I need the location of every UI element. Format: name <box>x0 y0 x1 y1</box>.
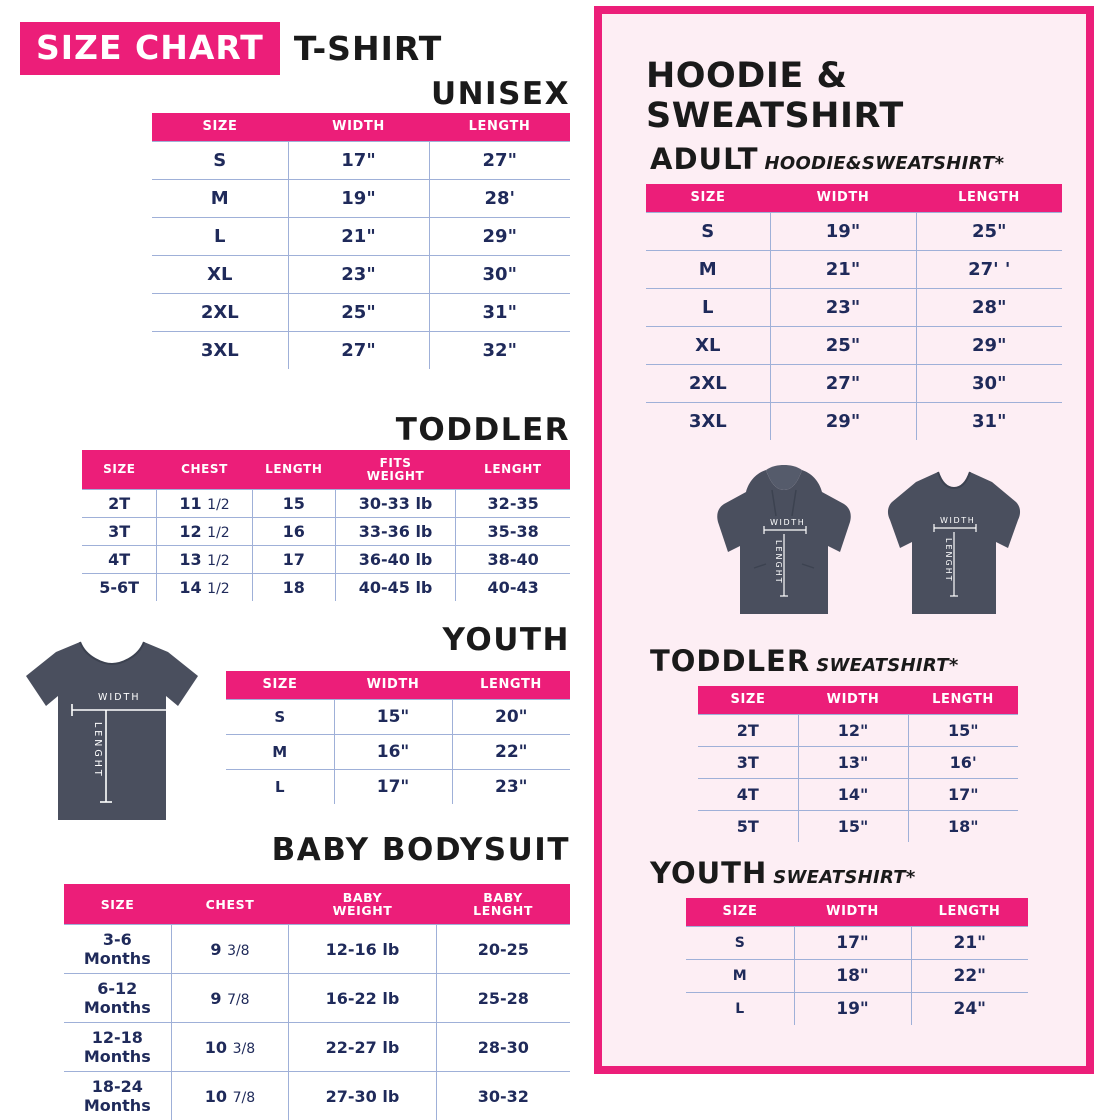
tshirt-illustration <box>16 632 206 832</box>
table-adult-hoodie <box>646 184 1062 440</box>
cell-length: 28' <box>429 179 570 217</box>
section-heading-unisex: UNISEX <box>430 76 570 112</box>
table-row <box>82 518 570 546</box>
table-unisex <box>152 113 570 369</box>
cell-length: 18" <box>908 810 1018 842</box>
col-fits-weight: FITS WEIGHT <box>335 450 455 490</box>
cell-size: 3XL <box>646 402 770 440</box>
table-youth <box>226 671 570 804</box>
cell-baby-lenght: 20-25 <box>436 925 570 974</box>
col-baby-lenght: BABY LENGHT <box>436 884 570 925</box>
col-chest: CHEST <box>171 884 289 925</box>
toddler-sublabel: SWEATSHIRT* <box>816 655 959 676</box>
cell-size: M <box>226 734 334 769</box>
youth-label: YOUTH <box>650 856 768 890</box>
cell-width: 21" <box>288 217 429 255</box>
cell-width: 19" <box>288 179 429 217</box>
cell-size: S <box>686 926 794 959</box>
section-heading-toddler-sweatshirt <box>650 644 959 678</box>
col-length: LENGTH <box>429 113 570 141</box>
cell-width: 17" <box>794 926 911 959</box>
cell-chest: 9 7/8 <box>171 974 289 1023</box>
hoodie-panel-title: HOODIE & SWEATSHIRT <box>646 56 904 136</box>
tshirt-length-label: LENGHT <box>92 722 103 779</box>
table-row <box>152 331 570 369</box>
col-baby-weight: BABY WEIGHT <box>289 884 436 925</box>
cell-size: 2XL <box>152 293 288 331</box>
cell-chest: 10 3/8 <box>171 1023 289 1072</box>
cell-size: 4T <box>82 546 157 574</box>
col-size: SIZE <box>686 898 794 926</box>
cell-size: 3-6 Months <box>64 925 171 974</box>
cell-size: 18-24 Months <box>64 1072 171 1120</box>
cell-baby-lenght: 25-28 <box>436 974 570 1023</box>
col-lenght: LENGHT <box>456 450 570 490</box>
table-row <box>686 959 1028 992</box>
cell-size: L <box>226 769 334 804</box>
table-row <box>686 926 1028 959</box>
cell-size: 5T <box>698 810 798 842</box>
cell-length: 17 <box>252 546 335 574</box>
cell-width: 19" <box>794 992 911 1025</box>
col-width: WIDTH <box>798 686 908 714</box>
table-row <box>226 769 570 804</box>
cell-baby-weight: 12-16 lb <box>289 925 436 974</box>
tshirt-width-label: WIDTH <box>98 692 141 703</box>
section-heading-adult <box>650 142 1004 176</box>
cell-width: 15" <box>798 810 908 842</box>
cell-size: 2T <box>698 714 798 746</box>
hoodie-width-label: WIDTH <box>770 518 806 527</box>
table-row <box>646 402 1062 440</box>
cell-width: 12" <box>798 714 908 746</box>
col-width: WIDTH <box>334 671 452 699</box>
cell-width: 25" <box>288 293 429 331</box>
col-length: LENGTH <box>908 686 1018 714</box>
tshirt-title: T-SHIRT <box>293 29 443 68</box>
col-width: WIDTH <box>794 898 911 926</box>
table-header-row <box>686 898 1028 926</box>
table-youth-sweatshirt <box>686 898 1028 1025</box>
size-chart-badge: SIZE CHART <box>20 22 280 75</box>
col-size: SIZE <box>152 113 288 141</box>
table-row <box>646 250 1062 288</box>
tshirt-icon <box>16 632 206 832</box>
table-row <box>64 974 570 1023</box>
cell-size: 12-18 Months <box>64 1023 171 1072</box>
cell-width: 13" <box>798 746 908 778</box>
hoodie-sweatshirt-panel <box>594 6 1094 1074</box>
table-row <box>82 546 570 574</box>
cell-size: S <box>226 699 334 734</box>
table-header-row <box>82 450 570 490</box>
cell-length: 31" <box>429 293 570 331</box>
table-row <box>646 288 1062 326</box>
cell-width: 16" <box>334 734 452 769</box>
cell-chest: 10 7/8 <box>171 1072 289 1120</box>
table-row <box>698 714 1018 746</box>
cell-width: 14" <box>798 778 908 810</box>
col-length: LENGTH <box>916 184 1062 212</box>
table-row <box>686 992 1028 1025</box>
cell-baby-weight: 22-27 lb <box>289 1023 436 1072</box>
table-toddler-sweatshirt <box>698 686 1018 842</box>
cell-baby-lenght: 30-32 <box>436 1072 570 1120</box>
cell-lenght: 35-38 <box>456 518 570 546</box>
table-header-row <box>698 686 1018 714</box>
cell-size: 6-12 Months <box>64 974 171 1023</box>
cell-size: 5-6T <box>82 574 157 602</box>
cell-baby-weight: 16-22 lb <box>289 974 436 1023</box>
table-row <box>646 326 1062 364</box>
cell-length: 28" <box>916 288 1062 326</box>
col-length: LENGTH <box>911 898 1028 926</box>
cell-length: 27" <box>429 141 570 179</box>
col-length: LENGTH <box>252 450 335 490</box>
cell-width: 29" <box>770 402 916 440</box>
col-size: SIZE <box>698 686 798 714</box>
table-row <box>152 255 570 293</box>
cell-size: 2T <box>82 490 157 518</box>
table-row <box>646 364 1062 402</box>
table-row <box>698 746 1018 778</box>
cell-length: 29" <box>916 326 1062 364</box>
cell-length: 15 <box>252 490 335 518</box>
table-row <box>646 212 1062 250</box>
cell-chest: 13 1/2 <box>157 546 253 574</box>
cell-length: 30" <box>429 255 570 293</box>
cell-size: S <box>646 212 770 250</box>
cell-chest: 12 1/2 <box>157 518 253 546</box>
cell-length: 15" <box>908 714 1018 746</box>
cell-length: 23" <box>452 769 570 804</box>
table-row <box>82 490 570 518</box>
col-width: WIDTH <box>288 113 429 141</box>
table-toddler <box>82 450 570 601</box>
cell-length: 22" <box>452 734 570 769</box>
sweatshirt-length-label: LENGHT <box>944 538 953 583</box>
hoodie-length-label: LENGHT <box>774 540 783 585</box>
cell-size: M <box>686 959 794 992</box>
adult-label: ADULT <box>650 142 759 176</box>
cell-size: 2XL <box>646 364 770 402</box>
cell-size: XL <box>646 326 770 364</box>
cell-length: 29" <box>429 217 570 255</box>
cell-fits-weight: 30-33 lb <box>335 490 455 518</box>
cell-length: 22" <box>911 959 1028 992</box>
cell-size: 3T <box>698 746 798 778</box>
table-row <box>226 734 570 769</box>
section-heading-youth-sweatshirt <box>650 856 916 890</box>
table-row <box>64 1023 570 1072</box>
sweatshirt-icon <box>884 464 1024 620</box>
table-row <box>698 810 1018 842</box>
table-row <box>152 141 570 179</box>
cell-width: 27" <box>288 331 429 369</box>
table-row <box>152 179 570 217</box>
cell-size: L <box>686 992 794 1025</box>
cell-width: 23" <box>770 288 916 326</box>
cell-baby-weight: 27-30 lb <box>289 1072 436 1120</box>
section-heading-youth: YOUTH <box>442 622 570 658</box>
cell-length: 30" <box>916 364 1062 402</box>
youth-sublabel: SWEATSHIRT* <box>773 867 916 888</box>
cell-size: L <box>152 217 288 255</box>
table-baby-bodysuit <box>64 884 570 1120</box>
col-chest: CHEST <box>157 450 253 490</box>
table-header-row <box>646 184 1062 212</box>
cell-width: 15" <box>334 699 452 734</box>
cell-size: 3T <box>82 518 157 546</box>
cell-length: 27' ' <box>916 250 1062 288</box>
table-header-row <box>152 113 570 141</box>
cell-size: L <box>646 288 770 326</box>
cell-size: S <box>152 141 288 179</box>
col-size: SIZE <box>646 184 770 212</box>
cell-length: 21" <box>911 926 1028 959</box>
cell-length: 18 <box>252 574 335 602</box>
col-width: WIDTH <box>770 184 916 212</box>
table-row <box>698 778 1018 810</box>
toddler-label: TODDLER <box>650 644 811 678</box>
table-row <box>226 699 570 734</box>
table-header-row <box>64 884 570 925</box>
cell-length: 17" <box>908 778 1018 810</box>
cell-length: 16 <box>252 518 335 546</box>
cell-width: 25" <box>770 326 916 364</box>
table-row <box>64 925 570 974</box>
cell-width: 23" <box>288 255 429 293</box>
cell-lenght: 32-35 <box>456 490 570 518</box>
cell-width: 17" <box>334 769 452 804</box>
main-title <box>20 22 442 75</box>
cell-fits-weight: 33-36 lb <box>335 518 455 546</box>
cell-baby-lenght: 28-30 <box>436 1023 570 1072</box>
cell-length: 31" <box>916 402 1062 440</box>
cell-length: 20" <box>452 699 570 734</box>
hoodie-icon <box>714 464 854 620</box>
cell-chest: 11 1/2 <box>157 490 253 518</box>
cell-length: 25" <box>916 212 1062 250</box>
table-row <box>82 574 570 602</box>
cell-length: 24" <box>911 992 1028 1025</box>
cell-width: 27" <box>770 364 916 402</box>
cell-size: 3XL <box>152 331 288 369</box>
cell-width: 19" <box>770 212 916 250</box>
table-row <box>152 217 570 255</box>
cell-size: XL <box>152 255 288 293</box>
cell-chest: 14 1/2 <box>157 574 253 602</box>
adult-sublabel: HOODIE&SWEATSHIRT* <box>764 153 1005 174</box>
col-size: SIZE <box>64 884 171 925</box>
cell-width: 18" <box>794 959 911 992</box>
cell-lenght: 40-43 <box>456 574 570 602</box>
sweatshirt-width-label: WIDTH <box>940 516 976 525</box>
cell-length: 32" <box>429 331 570 369</box>
table-row <box>64 1072 570 1120</box>
hoodie-illustration <box>714 464 854 625</box>
cell-width: 21" <box>770 250 916 288</box>
table-row <box>152 293 570 331</box>
cell-chest: 9 3/8 <box>171 925 289 974</box>
cell-fits-weight: 40-45 lb <box>335 574 455 602</box>
col-size: SIZE <box>82 450 157 490</box>
sweatshirt-illustration <box>884 464 1024 625</box>
cell-size: 4T <box>698 778 798 810</box>
col-size: SIZE <box>226 671 334 699</box>
cell-length: 16' <box>908 746 1018 778</box>
col-length: LENGTH <box>452 671 570 699</box>
section-heading-baby-bodysuit: BABY BODYSUIT <box>271 832 570 868</box>
table-header-row <box>226 671 570 699</box>
cell-size: M <box>152 179 288 217</box>
section-heading-toddler: TODDLER <box>395 412 570 448</box>
cell-lenght: 38-40 <box>456 546 570 574</box>
cell-size: M <box>646 250 770 288</box>
cell-fits-weight: 36-40 lb <box>335 546 455 574</box>
cell-width: 17" <box>288 141 429 179</box>
